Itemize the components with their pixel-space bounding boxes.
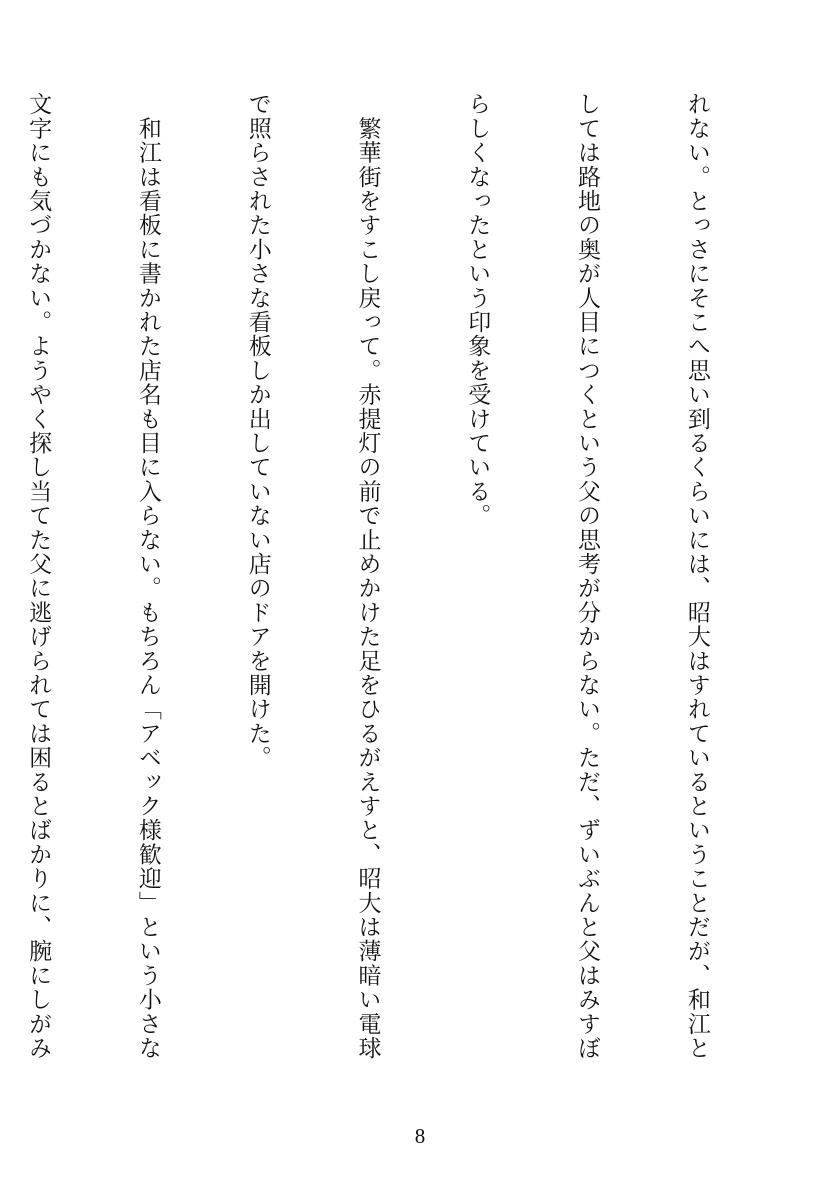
text-line: らしくなったという印象を受けている。 [464, 92, 491, 528]
text-line: れない。とっさにそこへ思い到るくらいには、昭大はすれているということだが、和江と [683, 92, 710, 1060]
page-number: 8 [414, 1124, 426, 1148]
text-line: で照らされた小さな看板しか出していない店のドアを開けた。 [244, 92, 271, 770]
vertical-text-block [0, 92, 788, 1060]
text-line: 繁華街をすこし戻って。赤提灯の前で止めかけた足をひるがえすと、昭大は薄暗い電球 [354, 92, 381, 1060]
text-line: 文字にも気づかない。ようやく探し当てた父に逃げられては困るとばかりに、腕にしがみ [25, 92, 52, 1060]
text-line: 和江は看板に書かれた店名も目に入らない。もちろん「アベック様歓迎」という小さな [134, 92, 161, 1060]
text-line: しては路地の奥が人目につくという父の思考が分からない。ただ、ずいぶんと父はみすぼ [574, 92, 601, 1060]
